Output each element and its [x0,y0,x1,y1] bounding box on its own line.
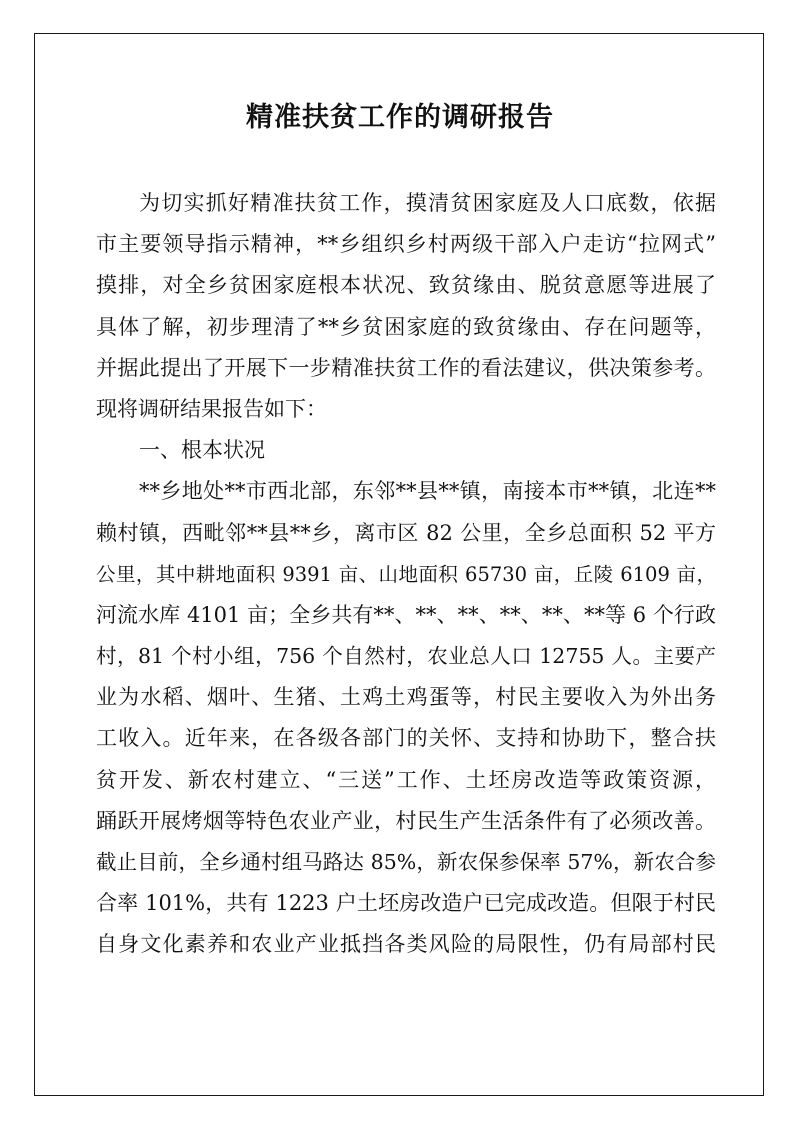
body-text-line: 合率 101%，共有 1223 户土坯房改造户已完成改造。但限于村民 [96,891,716,916]
body-text-line: 贫开发、新农村建立、“三送”工作、土坯房改造等政策资源， [96,767,716,792]
body-text-line: **乡地处**市西北部，东邻**县**镇，南接本市**镇，北连** [139,479,716,504]
body-text-line: 公里，其中耕地面积 9391 亩、山地面积 65730 亩，丘陵 6109 亩， [96,562,716,586]
body-text-line: 市主要领导指示精神，**乡组织乡村两级干部入户走访“拉网式” [96,232,716,257]
body-text-line: 工收入。近年来，在各级各部门的关怀、支持和协助下，整合扶 [96,726,716,751]
body-text-line: 业为水稻、烟叶、生猪、土鸡土鸡蛋等，村民主要收入为外出务 [96,685,716,710]
body-text-line: 自身文化素养和农业产业抵挡各类风险的局限性，仍有局部村民 [96,932,716,957]
body-text-line: 截止目前，全乡通村组马路达 85%，新农保参保率 57%，新农合参 [96,850,716,874]
body-text-line: 为切实抓好精准扶贫工作，摸清贫困家庭及人口底数，依据 [139,191,716,215]
body-text-line: 并据此提出了开展下一步精准扶贫工作的看法建议，供决策参考。 [96,355,716,380]
body-text-line: 村，81 个村小组，756 个自然村，农业总人口 12755 人。主要产 [96,644,716,669]
document-body [96,183,716,966]
body-text-line: 河流水库 4101 亩；全乡共有**、**、**、**、**、**等 6 个行政 [96,602,716,627]
body-text-line: 现将调研结果报告如下： [96,396,327,421]
body-text-line: 具体了解，初步理清了**乡贫困家庭的致贫缘由、存在问题等， [96,314,716,339]
body-text-line: 一、根本状况 [139,438,265,463]
body-text-line: 摸排，对全乡贫困家庭根本状况、致贫缘由、脱贫意愿等进展了 [96,273,716,298]
body-text-line: 赖村镇，西毗邻**县**乡，离市区 82 公里，全乡总面积 52 平方 [96,520,716,545]
body-text-line: 踊跃开展烤烟等特色农业产业，村民生产生活条件有了必须改善。 [96,808,716,833]
document-title: 精准扶贫工作的调研报告 [246,102,554,133]
